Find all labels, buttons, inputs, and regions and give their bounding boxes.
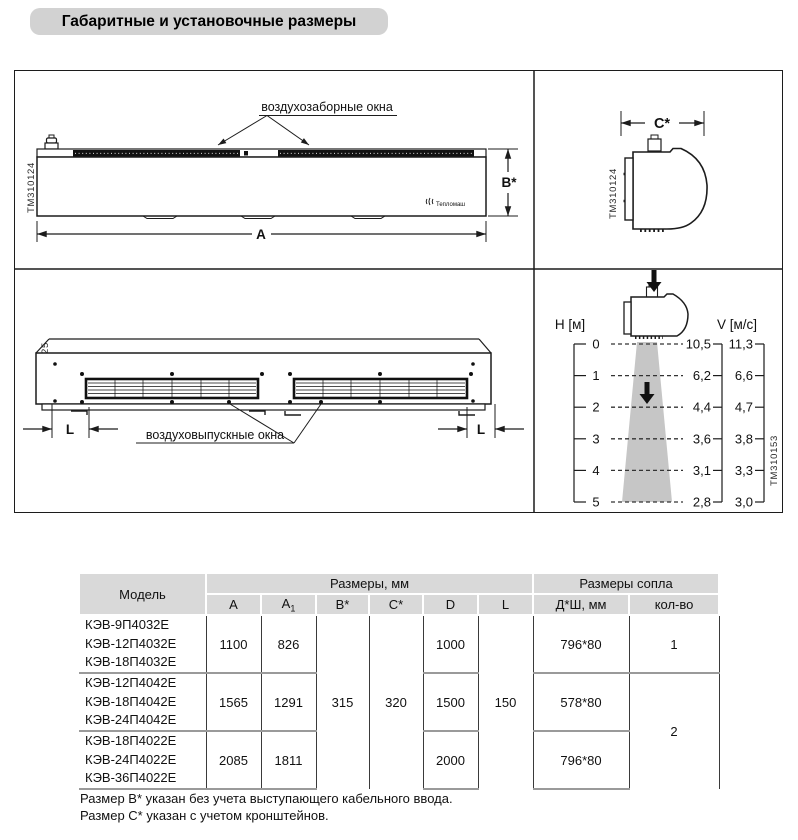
svg-text:0: 0 (592, 336, 600, 352)
model-cell: КЭВ-12П4042Е КЭВ-18П4042Е КЭВ-24П4042Е (79, 673, 206, 731)
velocity-values-1 (686, 337, 711, 510)
cable-gland (45, 135, 58, 149)
svg-text:2,8: 2,8 (692, 494, 711, 510)
velocity-axis-label: V [м/с] (716, 317, 758, 332)
col-header-nozzle-size: Д*Ш, мм (533, 594, 629, 615)
intake-leader-left (218, 116, 267, 146)
col-header-a: A (206, 594, 261, 615)
value-d: 1500 (423, 673, 478, 731)
footnotes (80, 790, 453, 824)
value-l-merged: 150 (478, 615, 533, 789)
col-group-dimensions: Размеры, мм (206, 573, 533, 594)
front-view-drawing (26, 100, 518, 242)
height-values (592, 337, 599, 510)
bottom-casing (36, 339, 491, 415)
front-body (37, 157, 486, 216)
drawings-svg (15, 71, 782, 512)
velocity-scale-bracket-2 (755, 344, 764, 502)
col-header-c: C* (369, 594, 423, 615)
value-a1: 1811 (261, 731, 316, 789)
svg-text:3,8: 3,8 (734, 431, 753, 447)
value-qty-merged: 2 (629, 673, 719, 789)
table-row-group-1 (79, 615, 719, 673)
height-axis-label: H [м] (554, 317, 586, 332)
side-view-code: ТМ310124 (608, 167, 619, 219)
value-qty: 1 (629, 615, 719, 673)
height-scale-bracket (574, 344, 586, 502)
intake-leader-right (267, 116, 309, 146)
outlet-windows-label: воздуховыпускные окна (145, 428, 285, 442)
svg-text:3,6: 3,6 (692, 431, 711, 447)
page-title: Габаритные и установочные размеры (30, 8, 388, 35)
svg-text:4,4: 4,4 (692, 399, 711, 415)
svg-text:4,7: 4,7 (734, 399, 753, 415)
dimension-b-label: В* (501, 175, 517, 190)
value-nozzle: 578*80 (533, 673, 629, 731)
dimension-a (37, 221, 486, 242)
side-view-drawing (608, 111, 707, 231)
velocity-values-2 (729, 337, 753, 510)
value-b-merged: 315 (316, 615, 369, 789)
air-jet-cone (622, 342, 672, 502)
svg-text:1: 1 (592, 368, 600, 384)
col-group-nozzle: Размеры сопла (533, 573, 719, 594)
value-a: 2085 (206, 731, 261, 789)
bottom-view-drawing (23, 339, 524, 443)
svg-text:3,1: 3,1 (692, 462, 711, 478)
col-header-d: D (423, 594, 478, 615)
dimensions-table (78, 572, 720, 790)
svg-text:3: 3 (592, 431, 600, 447)
svg-text:5: 5 (592, 494, 600, 510)
value-a: 1565 (206, 673, 261, 731)
col-header-l: L (478, 594, 533, 615)
dimension-b (488, 149, 518, 216)
footnote-b: Размер В* указан без учета выступающего кабельного ввода. (80, 791, 453, 806)
jet-chart-code: ТМ310153 (769, 434, 780, 486)
value-c-merged: 320 (369, 615, 423, 789)
dimension-c (621, 111, 704, 136)
brand-label: Тепломаш (436, 202, 466, 208)
front-view-code: ТМ310124 (26, 161, 37, 213)
jet-unit-profile (624, 284, 688, 338)
dimension-l-right-label: L (476, 422, 486, 437)
side-profile (624, 135, 708, 231)
col-header-b: B* (316, 594, 369, 615)
svg-text:6,6: 6,6 (734, 368, 753, 384)
dimension-l-left-label: L (65, 422, 75, 437)
velocity-scale-bracket-1 (713, 344, 722, 502)
col-header-nozzle-qty: кол-во (629, 594, 719, 615)
footnote-c: Размер С* указан с учетом кронштейнов. (80, 808, 329, 823)
value-nozzle: 796*80 (533, 615, 629, 673)
svg-text:3,3: 3,3 (734, 462, 753, 478)
value-a1: 826 (261, 615, 316, 673)
svg-text:11,3: 11,3 (728, 336, 753, 352)
col-header-a1: $A_1$ (261, 594, 316, 615)
dimension-c-label: С* (653, 116, 671, 132)
value-nozzle: 796*80 (533, 731, 629, 789)
col-header-model: Модель (79, 573, 206, 615)
model-cell: КЭВ-18П4022Е КЭВ-24П4022Е КЭВ-36П4022Е (79, 731, 206, 789)
svg-text:3,0: 3,0 (734, 494, 753, 510)
dimension-a-label: А (256, 227, 266, 242)
value-a: 1100 (206, 615, 261, 673)
svg-text:10,5: 10,5 (685, 336, 711, 352)
dimension-drawings-panel (14, 70, 783, 513)
intake-windows-label: воздухозаборные окна (261, 100, 393, 114)
svg-text:4: 4 (592, 462, 600, 478)
value-d: 1000 (423, 615, 478, 673)
svg-text:6,2: 6,2 (692, 368, 711, 384)
svg-text:2: 2 (592, 399, 600, 415)
model-cell: КЭВ-9П4032Е КЭВ-12П4032Е КЭВ-18П4032Е (79, 615, 206, 673)
value-a1: 1291 (261, 673, 316, 731)
jet-velocity-chart (555, 270, 780, 510)
value-d: 2000 (423, 731, 478, 789)
